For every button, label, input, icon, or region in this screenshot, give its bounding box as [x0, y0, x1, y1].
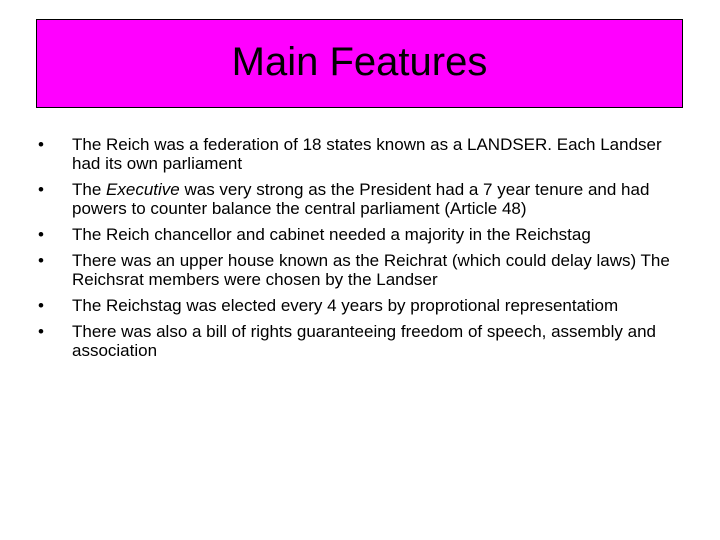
bullet-text: The Reich was a federation of 18 states known as a LANDSER. Each Landser had its own parliament	[72, 135, 662, 173]
bullet-icon: •	[38, 251, 44, 270]
slide-title: Main Features	[231, 39, 488, 84]
bullet-item-executive	[38, 180, 688, 218]
bullet-item-reichstag	[38, 296, 688, 315]
bullet-text-suffix: was very strong as the President had a 7 year tenure and had powers to counter balance the central parliament (Article 48)	[72, 180, 650, 218]
bullet-icon: •	[38, 296, 44, 315]
bullet-item-bill-of-rights	[38, 322, 688, 360]
title-banner	[36, 19, 683, 108]
bullet-text: The Reichstag was elected every 4 years by proprotional representatiom	[72, 296, 619, 315]
bullet-text: There was also a bill of rights guaranteeing freedom of speech, assembly and association	[72, 322, 656, 360]
bullet-item-reichrat	[38, 251, 688, 289]
bullet-text-emphasis: Executive	[106, 180, 180, 199]
bullet-icon: •	[38, 225, 44, 244]
bullet-text: There was an upper house known as the Reichrat (which could delay laws) The Reichsrat members were chosen by the Landser	[72, 251, 670, 289]
bullet-icon: •	[38, 322, 44, 341]
bullet-item-chancellor	[38, 225, 688, 244]
bullet-item-federation	[38, 135, 688, 173]
bullet-icon: •	[38, 180, 44, 199]
bullet-text: The Reich chancellor and cabinet needed a majority in the Reichstag	[72, 225, 591, 244]
bullet-icon: •	[38, 135, 44, 154]
bullet-list	[38, 135, 688, 367]
bullet-text-prefix: The	[72, 180, 107, 199]
